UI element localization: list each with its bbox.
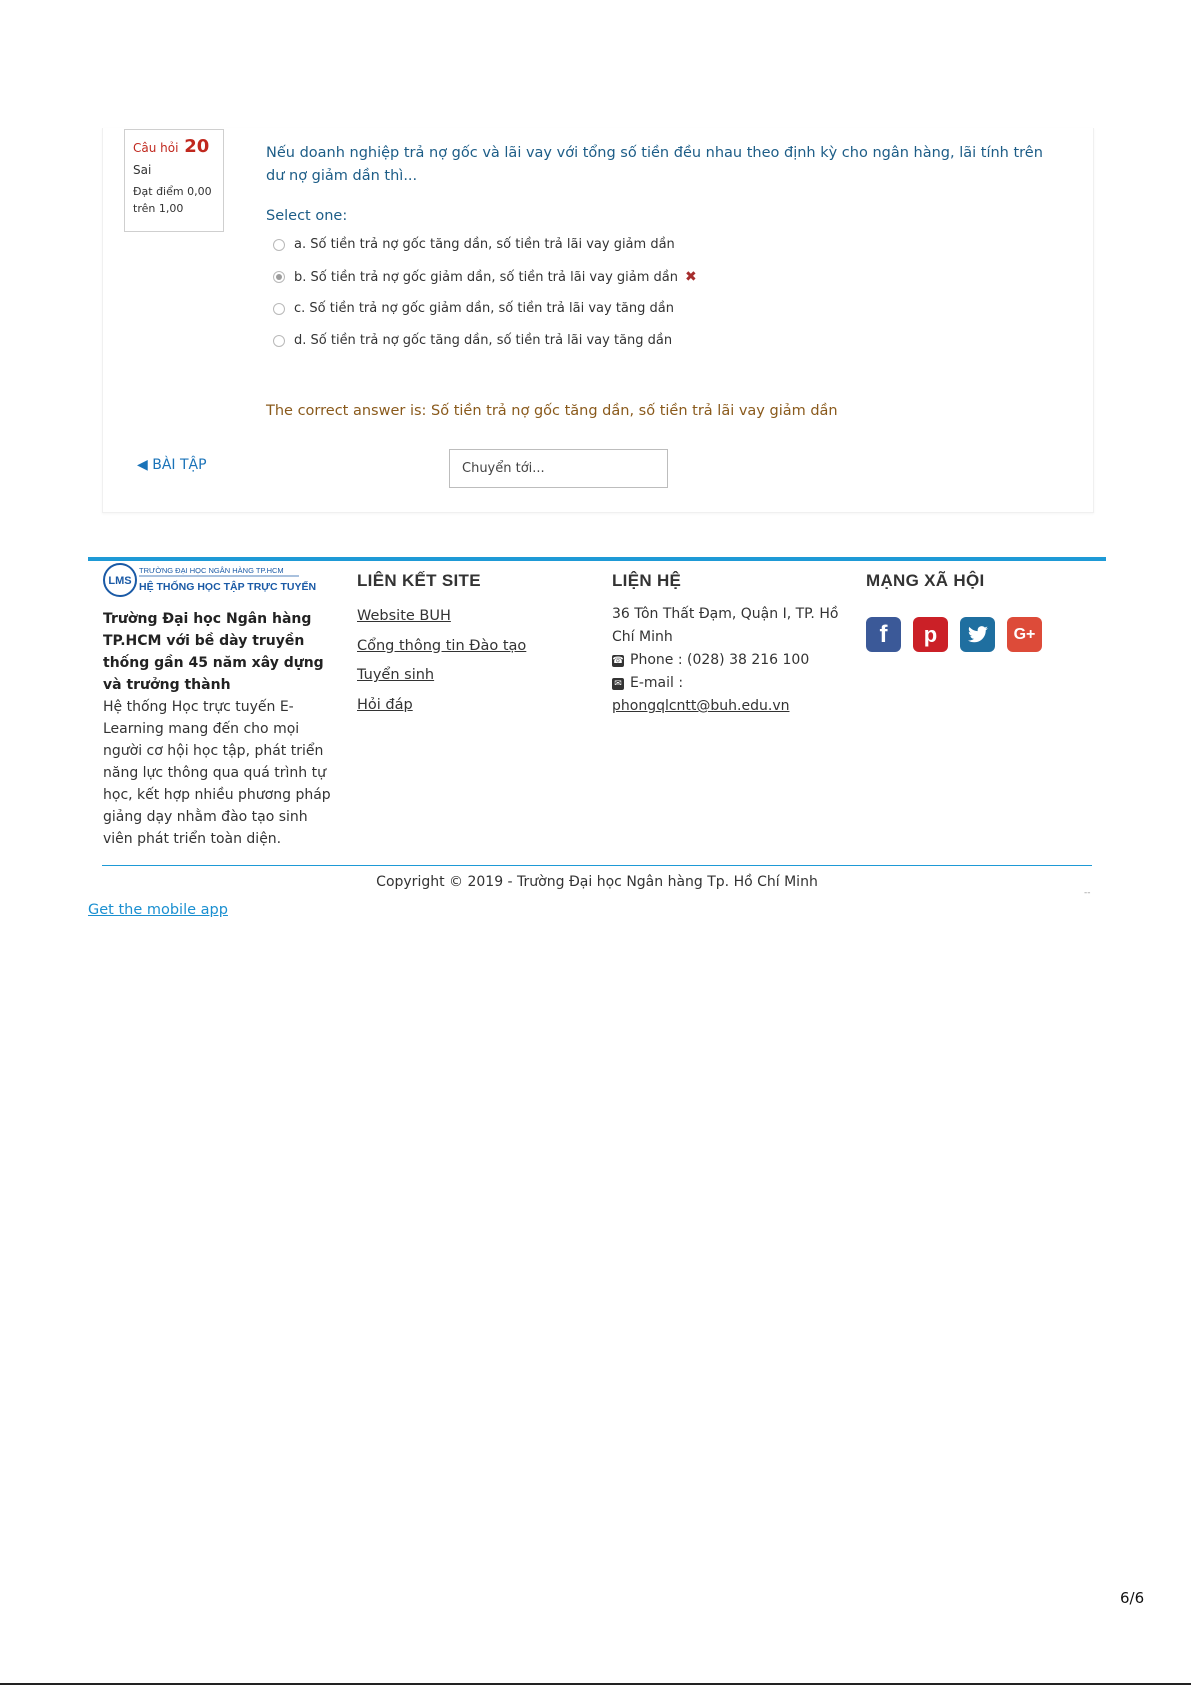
question-number: Câu hỏi 20 xyxy=(133,136,210,157)
google-plus-icon[interactable]: G+ xyxy=(1007,617,1042,652)
answer-option-label: d. Số tiền trả nợ gốc tăng dần, số tiền trả lãi vay tăng dần xyxy=(294,333,673,348)
svg-text:LMS: LMS xyxy=(108,575,132,587)
select-one-prompt: Select one: xyxy=(266,208,348,224)
link-website-buh[interactable]: Website BUH xyxy=(357,608,451,624)
contact-address: 36 Tôn Thất Đạm, Quận I, TP. Hồ Chí Minh xyxy=(612,606,839,645)
back-to-assignments-link[interactable]: ◀ BÀI TẬP xyxy=(137,457,207,473)
phone-icon: ☎ xyxy=(612,655,624,666)
contact-info xyxy=(612,603,844,718)
contact-heading: LIỆN HỆ xyxy=(612,571,682,590)
answer-option-a[interactable] xyxy=(273,237,675,252)
question-state: Sai xyxy=(133,163,152,177)
twitter-icon[interactable] xyxy=(960,617,995,652)
link-admissions[interactable]: Tuyển sinh xyxy=(357,667,435,683)
footer-divider xyxy=(102,865,1092,866)
link-faq[interactable]: Hỏi đáp xyxy=(357,696,413,713)
link-training-portal[interactable]: Cổng thông tin Đào tạo xyxy=(357,637,527,654)
question-text: Nếu doanh nghiệp trả nợ gốc và lãi vay với tổng số tiền đều nhau theo định kỳ cho ngân hàng, lãi tính trên dư nợ giảm dần thì... xyxy=(266,145,1043,184)
about-text: Hệ thống Học trực tuyến E-Learning mang đến cho mọi người cơ hội học tập, phát triển năng lực thông qua quá trình tự học, kết hợp nhiều phương pháp giảng dạy nhằm đào tạo sinh viên phát triển toàn diện. xyxy=(103,699,331,847)
contact-email-link[interactable]: phongqlcntt@buh.edu.vn xyxy=(612,698,790,714)
footer-dots: -- xyxy=(1084,888,1091,898)
answer-option-label: b. Số tiền trả nợ gốc giảm dần, số tiền trả lãi vay giảm dần xyxy=(294,269,679,285)
links-heading: LIÊN KẾT SITE xyxy=(357,571,481,590)
contact-phone: ☎ Phone : (028) 38 216 100 xyxy=(612,652,810,668)
social-links xyxy=(866,617,1042,652)
mobile-app-link[interactable]: Get the mobile app xyxy=(88,902,228,918)
answer-option-d[interactable] xyxy=(273,333,672,348)
answer-option-label: a. Số tiền trả nợ gốc tăng dần, số tiền trả lãi vay giảm dần xyxy=(294,237,675,252)
contact-email-label: ✉ E-mail : xyxy=(612,672,844,695)
answer-option-b[interactable] xyxy=(273,269,697,285)
jump-to-select[interactable]: Chuyển tới... xyxy=(449,449,668,488)
answer-option-label: c. Số tiền trả nợ gốc giảm dần, số tiền trả lãi vay tăng dần xyxy=(294,301,674,316)
radio-option-c[interactable] xyxy=(273,303,285,315)
question-grade: Đạt điểm 0,00 trên 1,00 xyxy=(133,185,212,215)
copyright: Copyright © 2019 - Trường Đại học Ngân hàng Tp. Hồ Chí Minh xyxy=(376,874,818,890)
pinterest-icon[interactable]: p xyxy=(913,617,948,652)
site-links xyxy=(357,602,526,720)
facebook-icon[interactable]: f xyxy=(866,617,901,652)
svg-text:HỆ THỐNG HỌC TẬP TRỰC TUYẾN: HỆ THỐNG HỌC TẬP TRỰC TUYẾN xyxy=(139,581,317,593)
answer-option-c[interactable] xyxy=(273,301,674,316)
page-number: 6/6 xyxy=(1120,1589,1145,1607)
radio-option-d[interactable] xyxy=(273,335,285,347)
svg-text:TRƯỜNG ĐẠI HỌC NGÂN HÀNG TP.HC: TRƯỜNG ĐẠI HỌC NGÂN HÀNG TP.HCM xyxy=(139,566,284,575)
question-info-box xyxy=(124,129,224,232)
about-title: Trường Đại học Ngân hàng TP.HCM với bề dày truyền thống gần 45 năm xây dựng và trưởng thành xyxy=(103,611,324,693)
lms-logo xyxy=(102,560,327,600)
radio-option-b[interactable] xyxy=(273,271,285,283)
radio-option-a[interactable] xyxy=(273,239,285,251)
incorrect-icon: ✖ xyxy=(685,269,697,285)
correct-answer-feedback: The correct answer is: Số tiền trả nợ gốc tăng dần, số tiền trả lãi vay giảm dần xyxy=(266,403,838,419)
envelope-icon: ✉ xyxy=(612,678,624,690)
social-heading: MẠNG XÃ HỘI xyxy=(866,571,985,590)
